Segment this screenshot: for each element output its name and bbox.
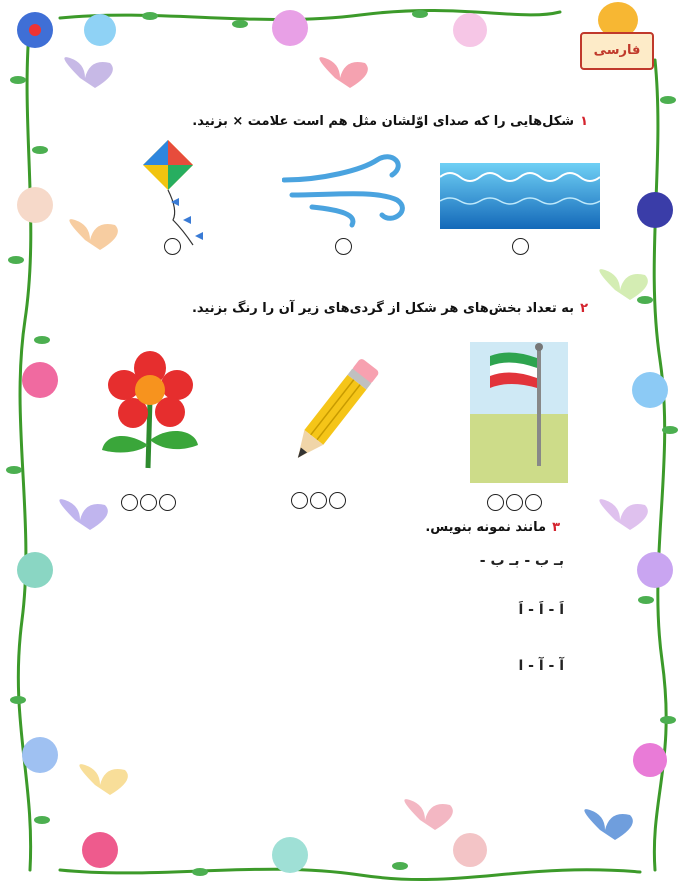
answer-circle[interactable] [164, 238, 181, 255]
question-number: ۱ [580, 114, 588, 129]
syllable-circle[interactable] [140, 494, 157, 511]
syllable-circle[interactable] [291, 492, 308, 509]
sea-icon [440, 163, 600, 229]
wind-icon [282, 145, 412, 230]
question-text: شکل‌هایی را که صدای اوّلشان مثل هم است علامت × بزنید. [192, 114, 575, 129]
answer-circle[interactable] [512, 238, 529, 255]
kite-icon [143, 140, 213, 250]
syllable-circles-pencil [290, 492, 347, 509]
syllable-circles-flower [120, 494, 177, 511]
flower-icon [100, 350, 200, 470]
question-3-title [425, 520, 560, 535]
answer-circle[interactable] [335, 238, 352, 255]
practice-line: بـ ب - بـ ب - [479, 553, 564, 569]
practice-line: آ - آ - ا [518, 658, 564, 674]
syllable-circle[interactable] [159, 494, 176, 511]
question-number: ۲ [580, 301, 588, 316]
question-text: به تعداد بخش‌های هر شکل از گردی‌های زیر آن را رنگ بزنید. [191, 301, 575, 316]
pencil-icon [288, 353, 384, 465]
flag-icon [470, 342, 568, 483]
question-text: مانند نمونه بنویس. [425, 520, 547, 535]
practice-line: اَ - اَ - اَ [518, 602, 564, 618]
syllable-circle[interactable] [506, 494, 523, 511]
question-1-title [192, 114, 588, 129]
subject-badge: فارسی [580, 32, 654, 70]
syllable-circle[interactable] [329, 492, 346, 509]
syllable-circle[interactable] [525, 494, 542, 511]
syllable-circles-flag [486, 494, 543, 511]
syllable-circle[interactable] [121, 494, 138, 511]
syllable-circle[interactable] [310, 492, 327, 509]
question-2-title [192, 301, 588, 316]
syllable-circle[interactable] [487, 494, 504, 511]
question-number: ۳ [552, 520, 560, 535]
